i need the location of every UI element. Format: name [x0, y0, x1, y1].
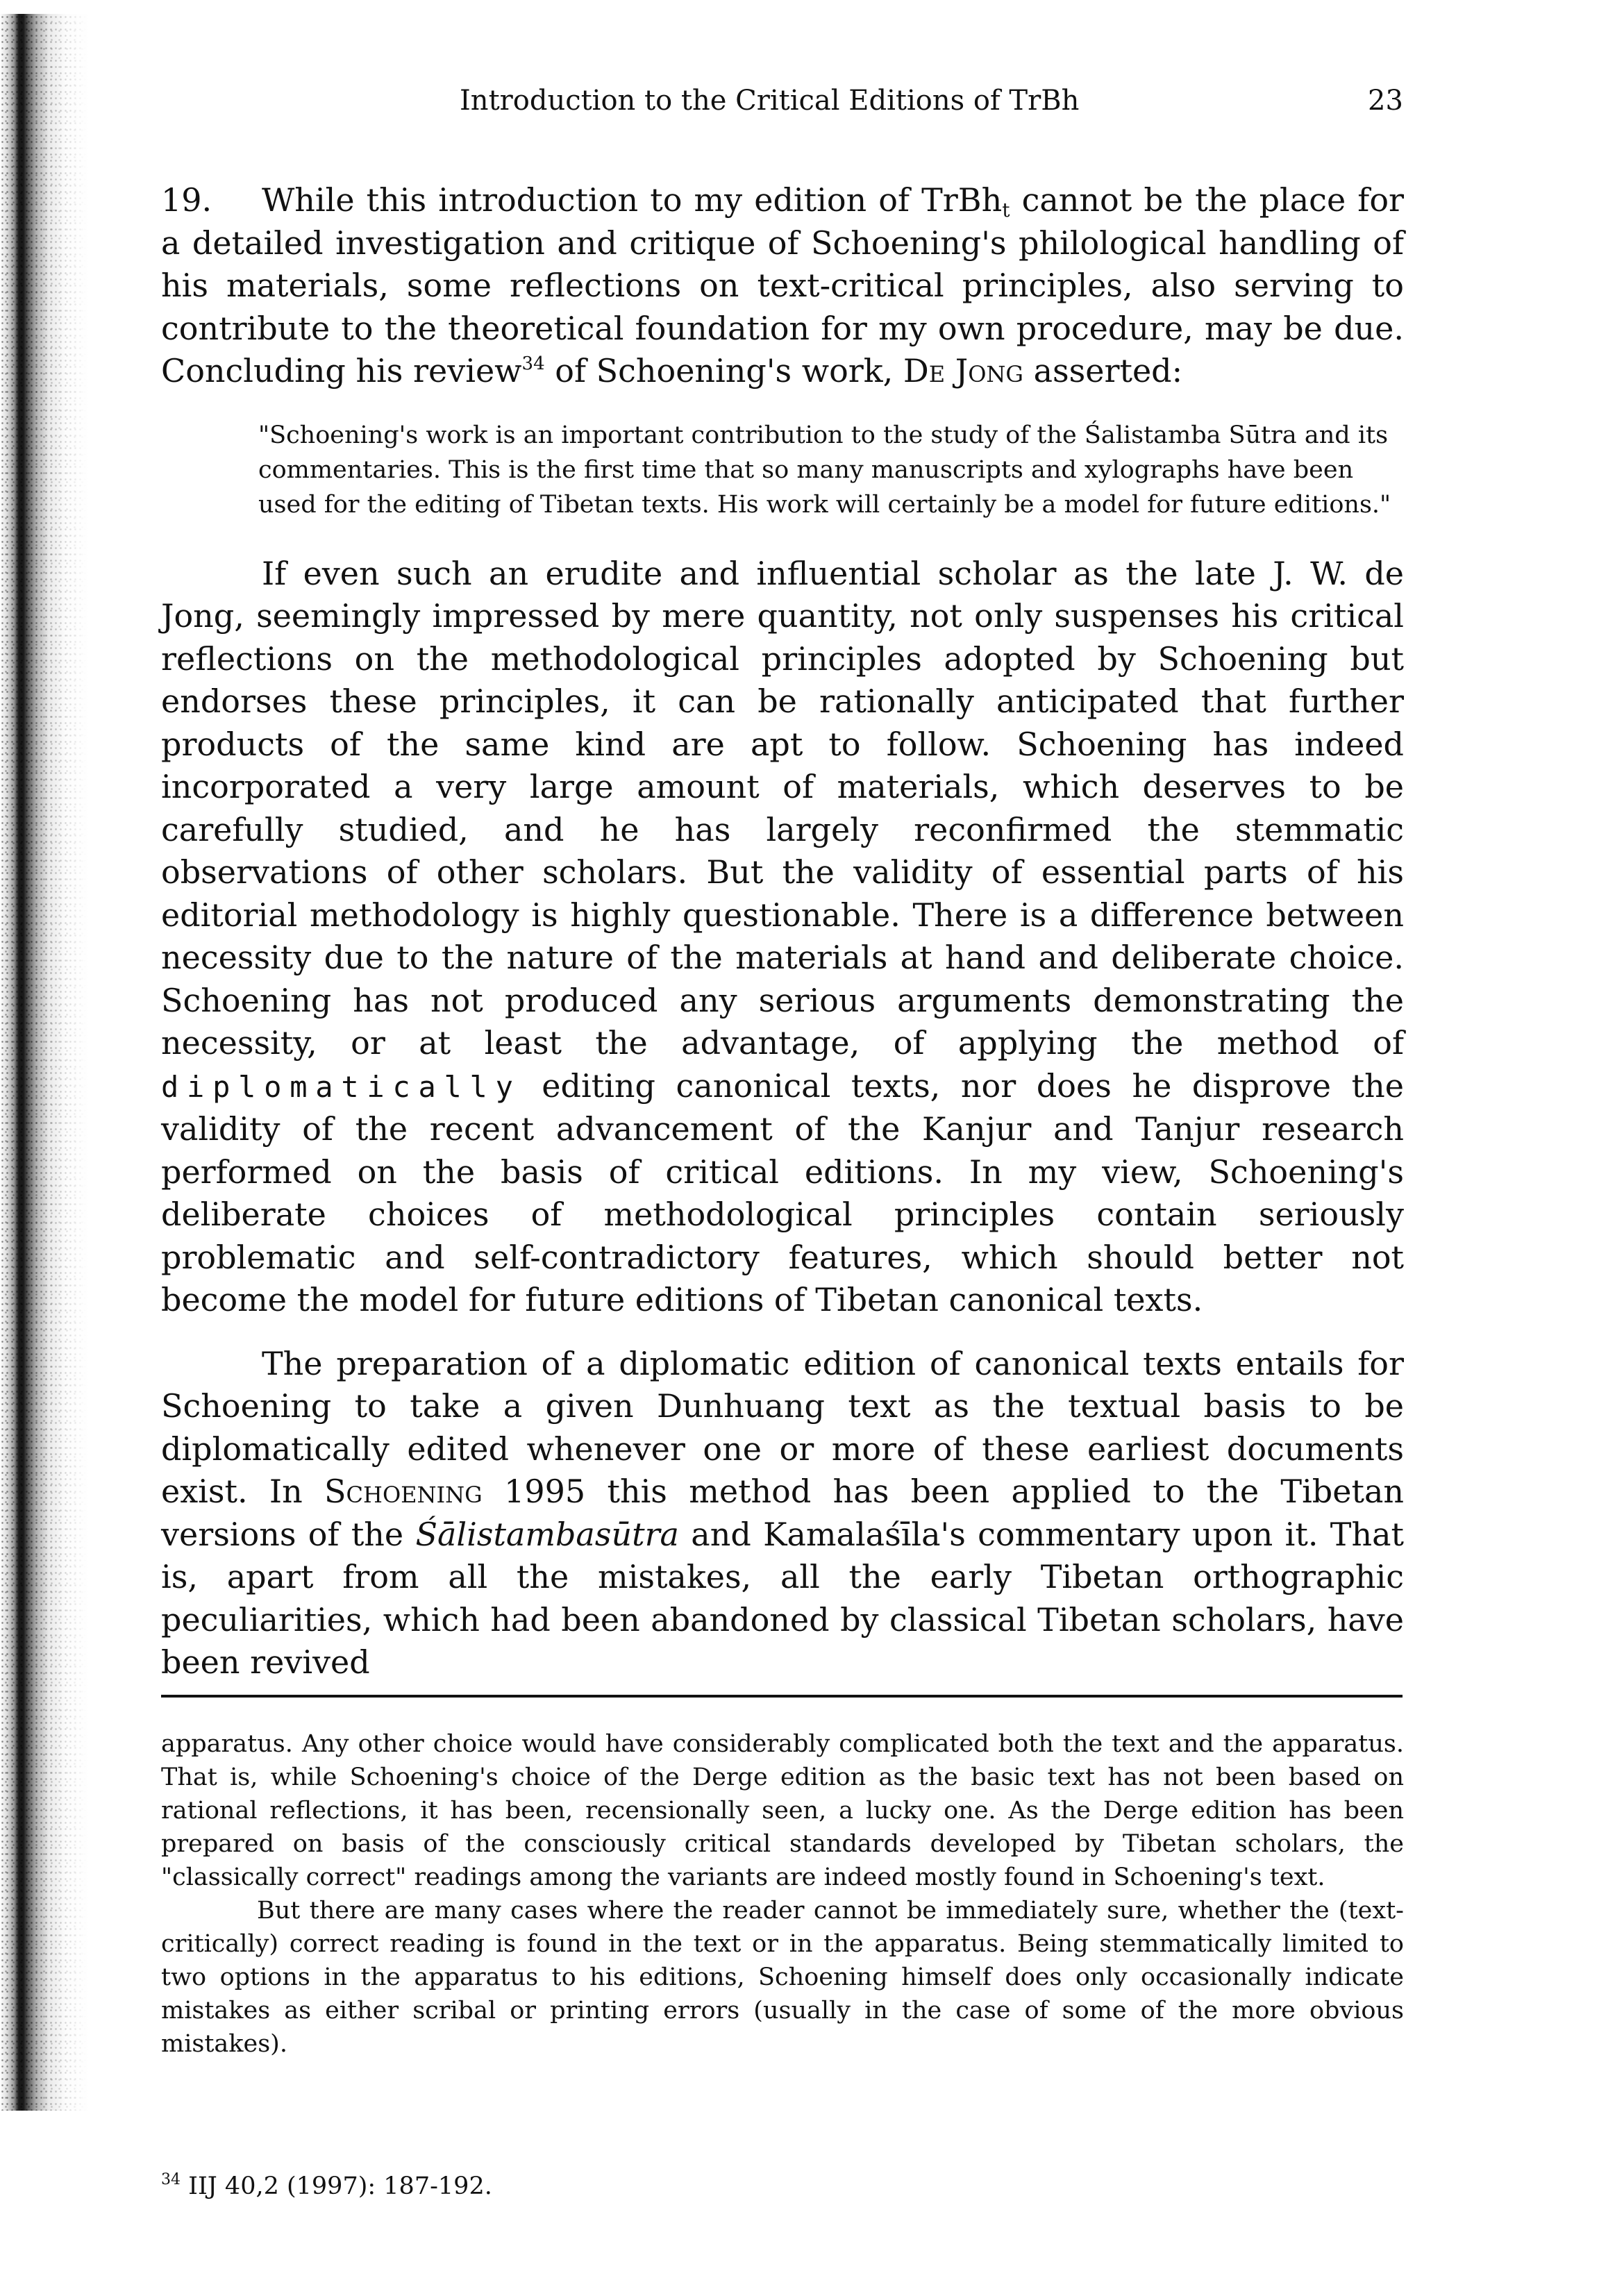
block-quote: "Schoening's work is an important contribution to the study of the Śalistamba Sūtra and its commentaries. This is the first time that so many manuscripts and xylographs have been used for the editing of Tibetan texts. His work will certainly be a model for future editions."	[258, 421, 1391, 519]
footnote-34	[161, 2170, 492, 2203]
paragraph-text: The preparation of a diplomatic edition of canonical texts entails for Schoening to take a given Dunhuang text as the textual basis to be diplomatically edited whenever one or more of these earliest documents exist. In	[161, 1344, 1404, 1510]
author-name: De Jong	[903, 352, 1023, 389]
paragraph-19	[161, 179, 1404, 393]
footnote-separator	[161, 1695, 1403, 1698]
footnote-number: 34	[161, 2171, 181, 2188]
main-text	[161, 179, 1404, 1684]
footnote-reference-34[interactable]: 34	[521, 353, 545, 374]
footnote-continuation: apparatus. Any other choice would have considerably complicated both the text and the apparatus. That is, while Schoening's choice of the Derge edition as the basic text has not been based on rational reflections, it has been, recensionally seen, a lucky one. As the Derge edition has been prepared on basis of the consciously critical standards developed by Tibetan scholars, the "classically correct" readings among the variants are indeed mostly found in Schoening's text.	[161, 1730, 1404, 1891]
section-number: 19.	[161, 181, 212, 219]
footnote-continuation: But there are many cases where the reader cannot be immediately sure, whether the (text-critically) correct reading is found in the text or in the apparatus. Being stemmatically limited to two options in the apparatus to his editions, Schoening himself does only occasionally indicate mistakes as either scribal or printing errors (usually in the case of some of the more obvious mistakes).	[161, 1897, 1404, 2058]
paragraph-critique	[161, 553, 1404, 1322]
work-title: Śālistambasūtra	[415, 1515, 679, 1553]
running-header-title: Introduction to the Critical Editions of TrBh	[460, 85, 1080, 117]
emphasized-word: diplomatically	[161, 1069, 521, 1104]
paragraph-text: and Kamalaśīla's commentary upon it. That is, apart from all the mistakes, all the early Tibetan orthographic peculiarities, which had been abandoned by classical Tibetan scholars, have been revived	[161, 1515, 1404, 1681]
footnote-text: IIJ 40,2 (1997): 187-192.	[181, 2172, 492, 2200]
paragraph-text: editing canonical texts, nor does he disprove the validity of the recent advancement of the Kanjur and Tanjur research performed on the basis of critical editions. In my view, Schoening's deliberate choices of methodological principles contain seriously problematic and self-contradictory features, which should better not become the model for future editions of Tibetan canonical texts.	[161, 1066, 1404, 1318]
subscript: t	[1002, 199, 1010, 221]
paragraph-text: of Schoening's work,	[544, 352, 903, 389]
page-number: 23	[1368, 85, 1403, 117]
paragraph-text: If even such an erudite and influential scholar as the late J. W. de Jong, seemingly impressed by mere quantity, not only suspenses his critical reflections on the methodological principles adopted by Schoening but endorses these principles, it can be rationally anticipated that further products of the same kind are apt to follow. Schoening has indeed incorporated a very large amount of materials, which deserves to be carefully studied, and he has largely reconfirmed the stemmatic observations of other scholars. But the validity of essential parts of his editorial methodology is highly questionable. There is a difference between necessity due to the nature of the materials at hand and deliberate choice. Schoening has not produced any serious arguments demonstrating the necessity, or at least the advantage, of applying the method of	[161, 554, 1404, 1062]
footnotes-continued	[161, 1727, 1404, 2061]
scan-binding-edge	[0, 14, 90, 2111]
paragraph-diplomatic-edition	[161, 1343, 1404, 1684]
author-name: Schoening	[324, 1473, 483, 1510]
paragraph-text: asserted:	[1023, 352, 1183, 389]
paragraph-text: 1995 this method has been applied to the Tibetan versions of the	[161, 1473, 1404, 1553]
paragraph-text: While this introduction to my edition of TrBh	[262, 181, 1003, 219]
paragraph-text: cannot be the place for a detailed investigation and critique of Schoening's philological handling of his materials, some reflections on text-critical principles, also serving to contribute to the theoretical foundation for my own procedure, may be due. Concluding his review	[161, 181, 1405, 389]
